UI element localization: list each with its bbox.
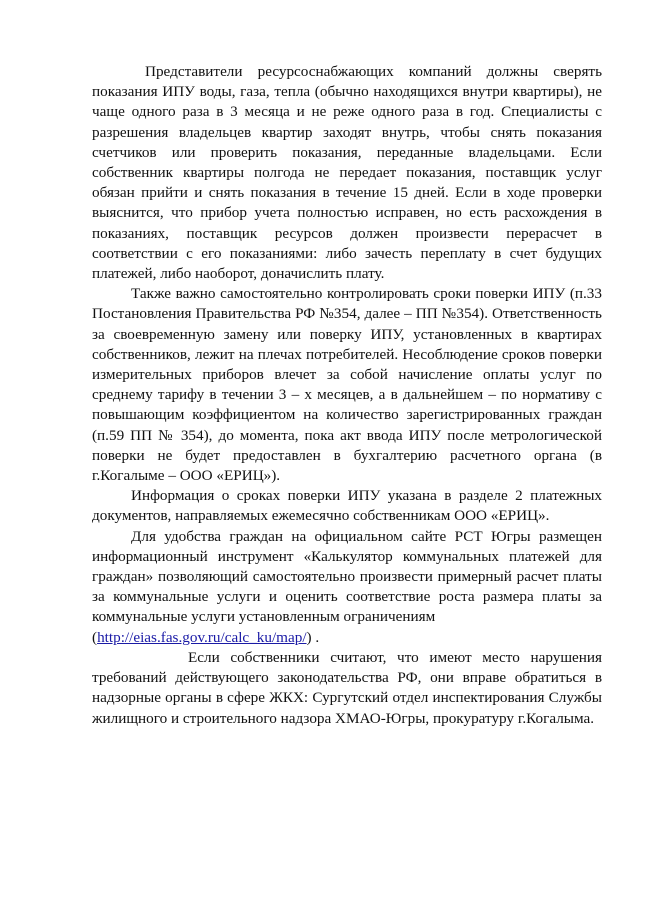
- link-open-paren: (: [92, 628, 98, 646]
- link-close-paren: ) .: [306, 628, 320, 646]
- paragraph-calibration-info: Информация о сроках поверки ИПУ указана в разделе 2 платежных документов, направляемых ежемесячно собственникам ООО «ЕРИЦ».: [92, 487, 602, 525]
- calculator-link[interactable]: http://eias.fas.gov.ru/calc_ku/map/: [97, 628, 307, 646]
- paragraph-meter-calibration-deadlines: Также важно самостоятельно контролировать сроки поверки ИПУ (п.33 Постановления Правительства РФ №354, далее – ПП №354). Ответственность за своевременную замену или поверку ИПУ, установленных в квартирах собственников, лежит на плечах потребителей. Несоблюдение сроков поверки измерительных приборов влечет за собой начисление оплаты услуг по среднему тарифу в течении 3 – х месяцев, а в дальнейшем – по нормативу с повышающим коэффициентом на количество зарегистрированных граждан (п.59 ПП № 354), до момента, пока акт ввода ИПУ после метрологической поверки не будет предоставлен в бухгалтерию расчетного органа (в г.Когалыме – ООО «ЕРИЦ»).: [92, 285, 602, 485]
- paragraph-supervisory-authorities: Если собственники считают, что имеют место нарушения требований действующего законодательства РФ, они вправе обратиться в надзорные органы в сфере ЖКХ: Сургутский отдел инспектирования Службы жилищного и строительного надзора ХМАО-Югры, прокуратуру г.Когалыма.: [92, 648, 602, 727]
- paragraph-payment-calculator: [92, 527, 602, 648]
- paragraph-meter-reading-verification: Представители ресурсоснабжающих компаний должны сверять показания ИПУ воды, газа, тепла (обычно находящихся внутри квартиры), не чаще одного раза в 3 месяца и не реже одного раза в год. Специалисты с разрешения владельцев квартир заходят внутрь, чтобы снять показания счетчиков или проверить показания, переданные владельцами. Если собственник квартиры полгода не передает показания, поставщик услуг обязан прийти и снять показания в течение 15 дней. Если в ходе проверки выяснится, что прибор учета полностью исправен, но есть расхождения в показаниях, поставщик ресурсов должен произвести перерасчет в соответствии с его показаниями: либо зачесть переплату в счет будущих платежей, либо наоборот, доначислить плату.: [92, 63, 602, 283]
- paragraph-payment-calculator-text: Для удобства граждан на официальном сайте РСТ Югры размещен информационный инструмент «Калькулятор коммунальных платежей для граждан» позволяющий самостоятельно произвести примерный расчет платы за коммунальные услуги и оценить соответствие роста размера платы за коммунальные услуги установленным ограничениям: [92, 527, 602, 626]
- document-body: [92, 62, 602, 729]
